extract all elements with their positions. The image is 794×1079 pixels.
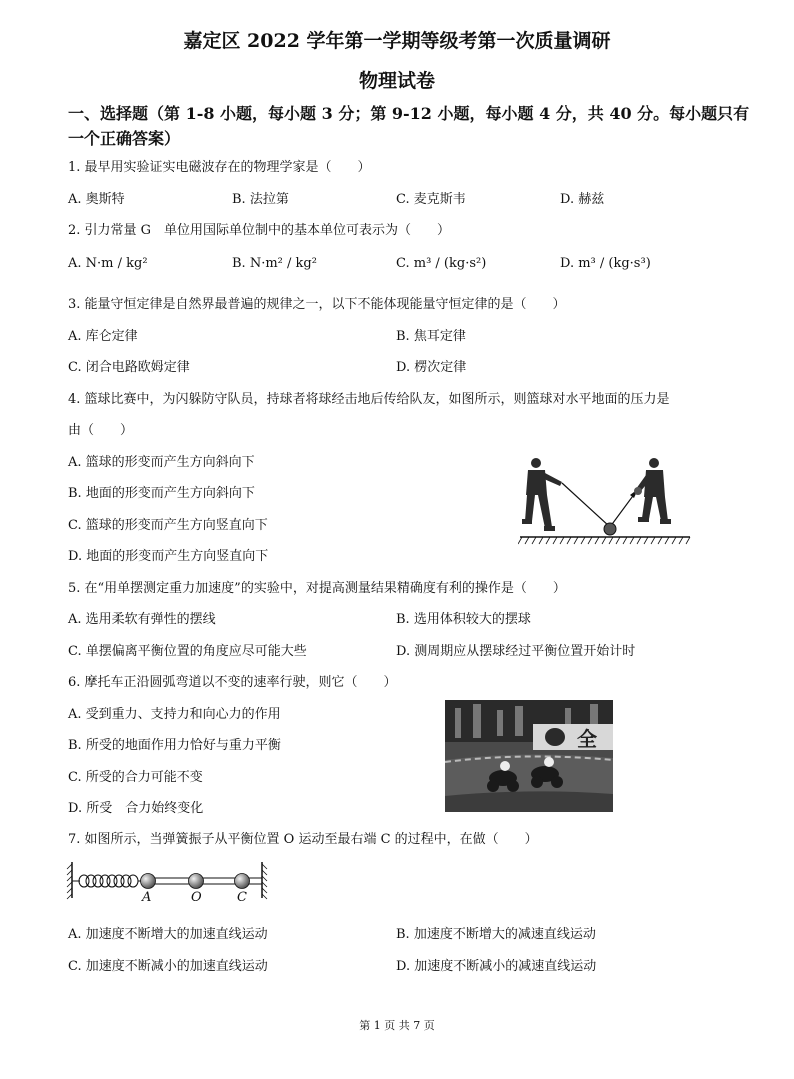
question-5-option-a: A. 选用柔软有弹性的摆线: [68, 612, 216, 627]
ball-c: [235, 874, 250, 889]
page-subtitle: 物理试卷: [358, 70, 435, 92]
basketball-pass-figure: [518, 455, 694, 547]
section-heading-line2: 一个正确答案）: [68, 129, 181, 148]
question-3-option-d: D. 楞次定律: [396, 360, 467, 375]
question-7-stem: 7. 如图所示，当弹簧振子从平衡位置 O 运动至最右端 C 的过程中，在做（ ）: [68, 832, 538, 847]
question-1-option-b: B. 法拉第: [232, 192, 289, 207]
question-7-option-d: D. 加速度不断减小的减速直线运动: [396, 959, 597, 974]
question-1-option-a: A. 奥斯特: [68, 192, 125, 207]
question-4-stem-line1: 4. 篮球比赛中，为闪躲防守队员，持球者将球经击地后传给队友，如图所示，则篮球对水平地面的压力是: [68, 392, 670, 407]
motorcycle-photo: [445, 700, 613, 812]
question-2-option-d: D. m³ / (kg·s³): [560, 256, 651, 271]
page-title: 嘉定区 2022 学年第一学期等级考第一次质量调研: [183, 30, 611, 52]
question-7-option-b: B. 加速度不断增大的减速直线运动: [396, 927, 596, 942]
question-4-option-a: A. 篮球的形变而产生方向斜向下: [68, 455, 255, 470]
question-5-option-d: D. 测周期应从摆球经过平衡位置开始计时: [396, 644, 636, 659]
label-o: O: [191, 890, 202, 905]
section-heading-line1: 一、选择题（第 1-8 小题，每小题 3 分；第 9-12 小题，每小题 4 分，共 40 分。每小题只有: [68, 104, 750, 123]
banner-text: 全: [577, 727, 597, 751]
page-footer: 第 1 页 共 7 页: [359, 1019, 435, 1032]
question-1-option-d: D. 赫兹: [560, 192, 605, 207]
question-4-stem-line2: 由（ ）: [68, 423, 134, 438]
question-6-option-d: D. 所受 合力始终变化: [68, 801, 204, 816]
question-2-option-c: C. m³ / (kg·s²): [396, 256, 487, 271]
question-2-option-a: A. N·m / kg²: [68, 256, 148, 271]
question-4-option-d: D. 地面的形变而产生方向竖直向下: [68, 549, 269, 564]
question-4-option-b: B. 地面的形变而产生方向斜向下: [68, 486, 255, 501]
question-3-option-c: C. 闭合电路欧姆定律: [68, 360, 190, 375]
question-2-stem: 2. 引力常量 G 单位用国际单位制中的基本单位可表示为（ ）: [68, 223, 451, 238]
ball-a: [141, 874, 156, 889]
question-5-option-c: C. 单摆偏离平衡位置的角度应尽可能大些: [68, 644, 307, 659]
question-2-option-b: B. N·m² / kg²: [232, 256, 317, 271]
label-c: C: [237, 890, 247, 905]
question-7-option-a: A. 加速度不断增大的加速直线运动: [68, 927, 268, 942]
question-1-option-c: C. 麦克斯韦: [396, 192, 466, 207]
label-a: A: [142, 890, 152, 905]
question-6-option-a: A. 受到重力、支持力和向心力的作用: [68, 707, 281, 722]
question-5-stem: 5. 在“用单摆测定重力加速度”的实验中，对提高测量结果精确度有利的操作是（ ）: [68, 581, 566, 596]
question-3-stem: 3. 能量守恒定律是自然界最普遍的规律之一，以下不能体现能量守恒定律的是（ ）: [68, 297, 566, 312]
question-7-option-c: C. 加速度不断减小的加速直线运动: [68, 959, 268, 974]
question-3-option-a: A. 库仑定律: [68, 329, 138, 344]
question-5-option-b: B. 选用体积较大的摆球: [396, 612, 531, 627]
question-6-stem: 6. 摩托车正沿圆弧弯道以不变的速率行驶，则它（ ）: [68, 675, 397, 690]
question-4-option-c: C. 篮球的形变而产生方向竖直向下: [68, 518, 268, 533]
ball-o: [189, 874, 204, 889]
question-3-option-b: B. 焦耳定律: [396, 329, 466, 344]
question-1-stem: 1. 最早用实验证实电磁波存在的物理学家是（ ）: [68, 160, 371, 175]
question-6-option-b: B. 所受的地面作用力恰好与重力平衡: [68, 738, 281, 753]
question-6-option-c: C. 所受的合力可能不变: [68, 770, 203, 785]
